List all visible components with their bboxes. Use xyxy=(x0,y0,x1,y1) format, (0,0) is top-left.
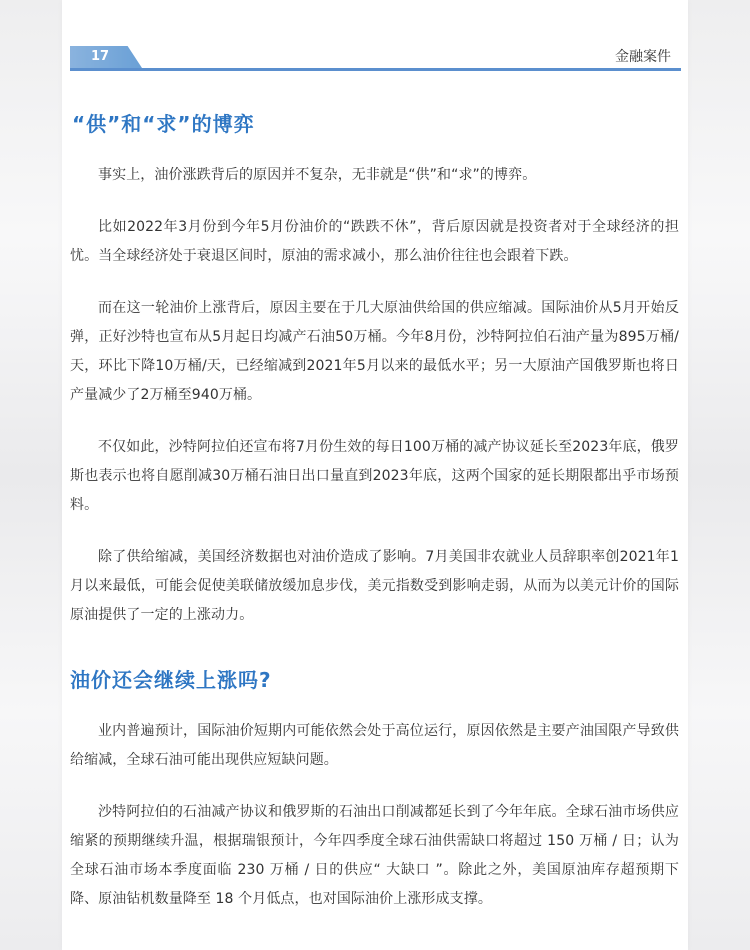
header-divider xyxy=(70,68,681,71)
paragraph: 比如2022年3月份到今年5月份油价的“跌跌不休”，背后原因就是投资者对于全球经济的担忧。当全球经济处于衰退区间时，原油的需求减小，那么油价往往也会跟着下跌。 xyxy=(70,219,679,264)
paragraph: 不仅如此，沙特阿拉伯还宣布将7月份生效的每日100万桶的减产协议延长至2023年底，俄罗斯也表示也将自愿削减30万桶石油日出口量直到2023年底，这两个国家的延长期限都出乎市场预料。 xyxy=(70,439,679,513)
document-page xyxy=(62,0,688,950)
paragraph: 业内普遍预计，国际油价短期内可能依然会处于高位运行，原因依然是主要产油国限产导致供给缩减，全球石油可能出现供应短缺问题。 xyxy=(70,723,679,768)
page-number: 17 xyxy=(90,49,110,64)
section-heading-outlook: 油价还会继续上涨吗? xyxy=(70,668,272,692)
paragraph: 沙特阿拉伯的石油减产协议和俄罗斯的石油出口削减都延长到了今年年底。全球石油市场供应缩紧的预期继续升温，根据瑞银预计，今年四季度全球石油供需缺口将超过 150 万桶 / 日；认为全球石油市场本季度面临 230 万桶 / 日的供应“ 大缺口 ”。除此之外，美国原油库存超预期下降、原油钻机数量降至 18 个月低点，也对国际油价上涨形成支撑。 xyxy=(70,804,679,907)
page-header xyxy=(70,44,681,74)
article-body xyxy=(70,100,679,937)
paragraph: 事实上，油价涨跌背后的原因并不复杂，无非就是“供”和“求”的博弈。 xyxy=(98,167,537,183)
paragraph: 而在这一轮油价上涨背后，原因主要在于几大原油供给国的供应缩减。国际油价从5月开始反弹，正好沙特也宣布从5月起日均减产石油50万桶。今年8月份，沙特阿拉伯石油产量为895万桶/天，环比下降10万桶/天，已经缩减到2021年5月以来的最低水平；另一大原油产国俄罗斯也将日产量减少了2万桶至940万桶。 xyxy=(70,300,679,403)
paragraph: 除了供给缩减，美国经济数据也对油价造成了影响。7月美国非农就业人员辞职率创2021年1月以来最低，可能会促使美联储放缓加息步伐，美元指数受到影响走弱，从而为以美元计价的国际原油提供了一定的上涨动力。 xyxy=(70,549,679,623)
background-strip-left xyxy=(0,0,62,950)
background-strip-right xyxy=(688,0,750,950)
section-heading-supply-demand: “供”和“求”的博弈 xyxy=(72,112,255,136)
section-name: 金融案件 xyxy=(615,49,671,65)
